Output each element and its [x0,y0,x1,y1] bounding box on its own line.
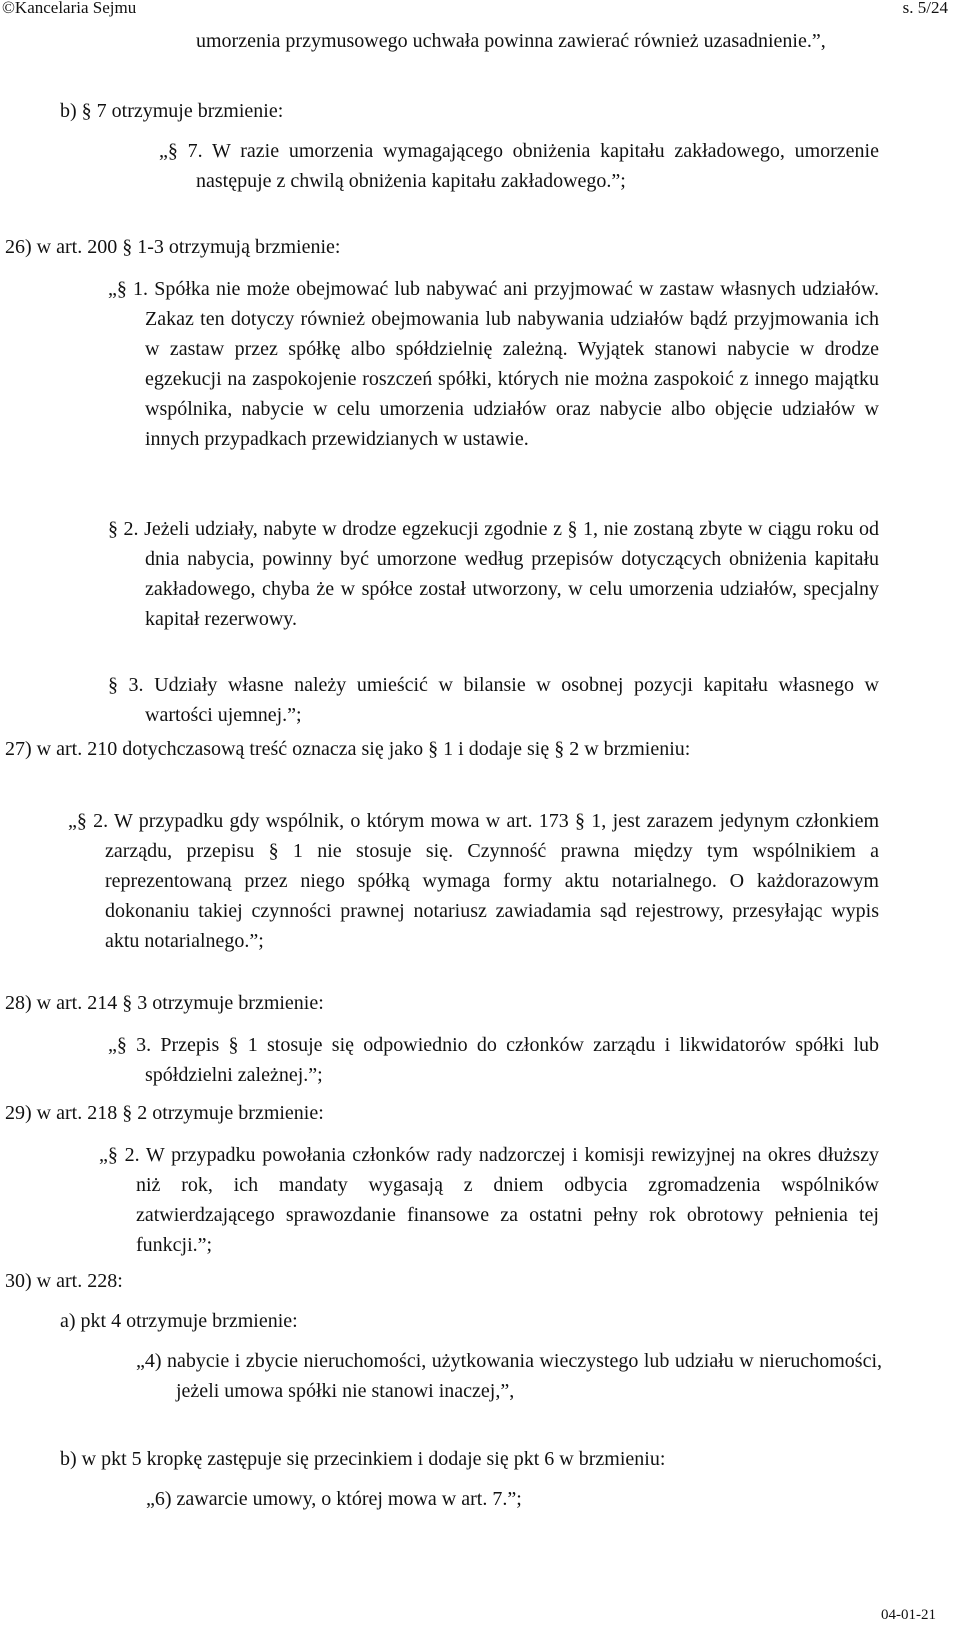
footer-date: 04-01-21 [881,1607,936,1623]
item-29-section-2-text: „§ 2. W przypadku powołania członków rady nadzorczej i komisji rewizyjnej na okres dłuższy niż rok, ich mandaty wygasają z dniem odbycia zgromadzenia wspólników zatwierdzającego sprawozdanie finansowe za ostatni pełny rok obrotowy pełnienia tej funkcji.”; [99,1144,879,1256]
item-b-pkt5-heading: b) w pkt 5 kropkę zastępuje się przecinkiem i dodaje się pkt 6 w brzmieniu: [60,1448,666,1470]
item-28-section-3-text: „§ 3. Przepis § 1 stosuje się odpowiednio do członków zarządu i likwidatorów spółki lub spółdzielni zależnej.”; [108,1034,879,1086]
page-number: s. 5/24 [902,0,948,17]
item-26-heading: 26) w art. 200 § 1-3 otrzymują brzmienie: [5,236,341,258]
section-3-text: § 3. Udziały własne należy umieścić w bilansie w osobnej pozycji kapitału własnego w wartości ujemnej.”; [108,674,879,726]
item-30-heading: 30) w art. 228: [5,1270,123,1292]
item-b-heading: b) § 7 otrzymuje brzmienie: [60,100,284,122]
header-copyright: ©Kancelaria Sejmu [2,0,137,17]
item-29-heading: 29) w art. 218 § 2 otrzymuje brzmienie: [5,1102,324,1124]
item-27-heading: 27) w art. 210 dotychczasową treść oznacza się jako § 1 i dodaje się § 2 w brzmieniu: [5,738,691,760]
section-2-text: § 2. Jeżeli udziały, nabyte w drodze egzekucji zgodnie z § 1, nie zostaną zbyte w ciągu roku od dnia nabycia, powinny być umorzone według przepisów dotyczących obniżenia kapitału zakładowego, chyba że w spółce został utworzony, w celu umorzenia udziałów, specjalny kapitał rezerwowy. [108,518,879,630]
item-a-heading: a) pkt 4 otrzymuje brzmienie: [60,1310,298,1332]
pkt-4-text: „4) nabycie i zbycie nieruchomości, użytkowania wieczystego lub udziału w nieruchomości, jeżeli umowa spółki nie stanowi inaczej,”, [136,1350,882,1402]
intro-paragraph: umorzenia przymusowego uchwała powinna zawierać również uzasadnienie.”, [196,30,826,52]
pkt-6-text: „6) zawarcie umowy, o której mowa w art. 7.”; [146,1488,522,1510]
section-1-text: „§ 1. Spółka nie może obejmować lub nabywać ani przyjmować w zastaw własnych udziałów. Zakaz ten dotyczy również obejmowania lub nabywania udziałów bądź przyjmowania ich w zastaw przez spółkę albo spółdzielnię zależną. Wyjątek stanowi nabycie w drodze egzekucji na zaspokojenie roszczeń spółki, których nie można zaspokoić z innego majątku wspólnika, nabycie w celu umorzenia udziałów oraz nabycie albo objęcie udziałów w innych przypadkach przewidzianych w ustawie. [108,278,879,450]
section-7-text: „§ 7. W razie umorzenia wymagającego obniżenia kapitału zakładowego, umorzenie następuje z chwilą obniżenia kapitału zakładowego.”; [159,140,879,192]
item-28-heading: 28) w art. 214 § 3 otrzymuje brzmienie: [5,992,324,1014]
item-27-section-2-text: „§ 2. W przypadku gdy wspólnik, o którym mowa w art. 173 § 1, jest zarazem jedynym członkiem zarządu, przepisu § 1 nie stosuje się. Czynność prawna między tym wspólnikiem a reprezentowaną przez niego spółką wymaga formy aktu notarialnego. O każdorazowym dokonaniu takiej czynności prawnej notariusz zawiadamia sąd rejestrowy, przesyłając wypis aktu notarialnego.”; [68,810,879,952]
